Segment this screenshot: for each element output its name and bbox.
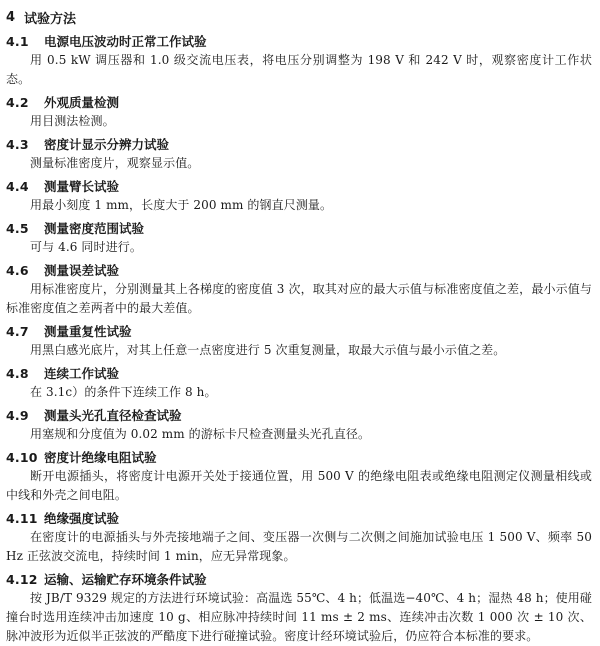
section-body: 用最小刻度 1 mm，长度大于 200 mm 的钢直尺测量。 (30, 198, 333, 212)
section-4-3 (6, 136, 594, 173)
section-heading (6, 136, 594, 154)
section-4-8 (6, 365, 594, 402)
section-title: 连续工作试验 (44, 366, 120, 381)
section-number: 4.2 (6, 95, 29, 110)
section-body: 用标准密度片，分别测量其上各梯度的密度值 3 次，取其对应的最大示值与标准密度值之差，最小示值与标准密度值之差两者中的最大差值。 (6, 282, 592, 315)
section-number: 4.5 (6, 221, 29, 236)
chapter-title: 试验方法 (24, 11, 77, 27)
section-title: 电源电压波动时正常工作试验 (44, 34, 207, 49)
chapter-heading (6, 6, 594, 28)
section-number: 4.11 (6, 511, 38, 526)
section-body: 在 3.1c）的条件下连续工作 8 h。 (30, 385, 217, 399)
section-heading (6, 262, 594, 280)
section-title: 绝缘强度试验 (44, 511, 120, 526)
section-4-4 (6, 178, 594, 215)
section-heading (6, 94, 594, 112)
section-4-7 (6, 323, 594, 360)
section-title: 外观质量检测 (44, 95, 120, 110)
section-4-2 (6, 94, 594, 131)
section-body: 断开电源插头，将密度计电源开关处于接通位置，用 500 V 的绝缘电阻表或绝缘电阻测定仪测量相线或中线和外壳之间电阻。 (6, 469, 592, 502)
section-heading (6, 571, 594, 589)
section-heading (6, 178, 594, 196)
section-number: 4.9 (6, 408, 29, 423)
section-body: 用 0.5 kW 调压器和 1.0 级交流电压表，将电压分别调整为 198 V 和 242 V 时，观察密度计工作状态。 (6, 53, 592, 86)
section-heading (6, 449, 594, 467)
section-body: 按 JB/T 9329 规定的方法进行环境试验：高温选 55℃、4 h；低温选−40℃、4 h；湿热 48 h；使用碰撞台时选用连续冲击加速度 10 g、相应脉冲持续时间 11 ms ± 2 ms、连续冲击次数 1 000 次 ± 10 次、脉冲波形为近似半正弦波的严酷度下进行碰撞试验。密度计经环境试验后，仍应符合本标准的要求。 (6, 591, 592, 643)
section-number: 4.3 (6, 137, 29, 152)
section-heading (6, 323, 594, 341)
section-body: 在密度计的电源插头与外壳接地端子之间、变压器一次侧与二次侧之间施加试验电压 1 500 V、频率 50 Hz 正弦波交流电，持续时间 1 min，应无异常现象。 (6, 530, 592, 563)
section-title: 运输、运输贮存环境条件试验 (44, 572, 207, 587)
section-title: 测量臂长试验 (44, 179, 120, 194)
chapter-number: 4 (6, 9, 16, 25)
section-number: 4.6 (6, 263, 29, 278)
section-title: 测量重复性试验 (44, 324, 132, 339)
section-heading (6, 365, 594, 383)
section-body: 可与 4.6 同时进行。 (30, 240, 142, 254)
section-number: 4.12 (6, 572, 38, 587)
section-4-11 (6, 510, 594, 566)
section-title: 密度计绝缘电阻试验 (44, 450, 157, 465)
section-number: 4.10 (6, 450, 38, 465)
section-4-1 (6, 33, 594, 89)
section-number: 4.7 (6, 324, 29, 339)
section-4-5 (6, 220, 594, 257)
section-body: 用目测法检测。 (30, 114, 115, 128)
section-number: 4.1 (6, 34, 29, 49)
section-heading (6, 33, 594, 51)
section-body: 测量标准密度片，观察显示值。 (30, 156, 200, 170)
section-4-9 (6, 407, 594, 444)
section-number: 4.4 (6, 179, 29, 194)
section-heading (6, 220, 594, 238)
section-body: 用塞规和分度值为 0.02 mm 的游标卡尺检查测量头光孔直径。 (30, 427, 371, 441)
section-heading (6, 407, 594, 425)
section-4-10 (6, 449, 594, 505)
section-4-12 (6, 571, 594, 646)
section-title: 测量密度范围试验 (44, 221, 145, 236)
section-4-6 (6, 262, 594, 318)
section-number: 4.8 (6, 366, 29, 381)
section-title: 密度计显示分辨力试验 (44, 137, 170, 152)
section-body: 用黑白感光底片，对其上任意一点密度进行 5 次重复测量，取最大示值与最小示值之差。 (30, 343, 506, 357)
section-heading (6, 510, 594, 528)
section-title: 测量头光孔直径检查试验 (44, 408, 182, 423)
section-title: 测量误差试验 (44, 263, 120, 278)
